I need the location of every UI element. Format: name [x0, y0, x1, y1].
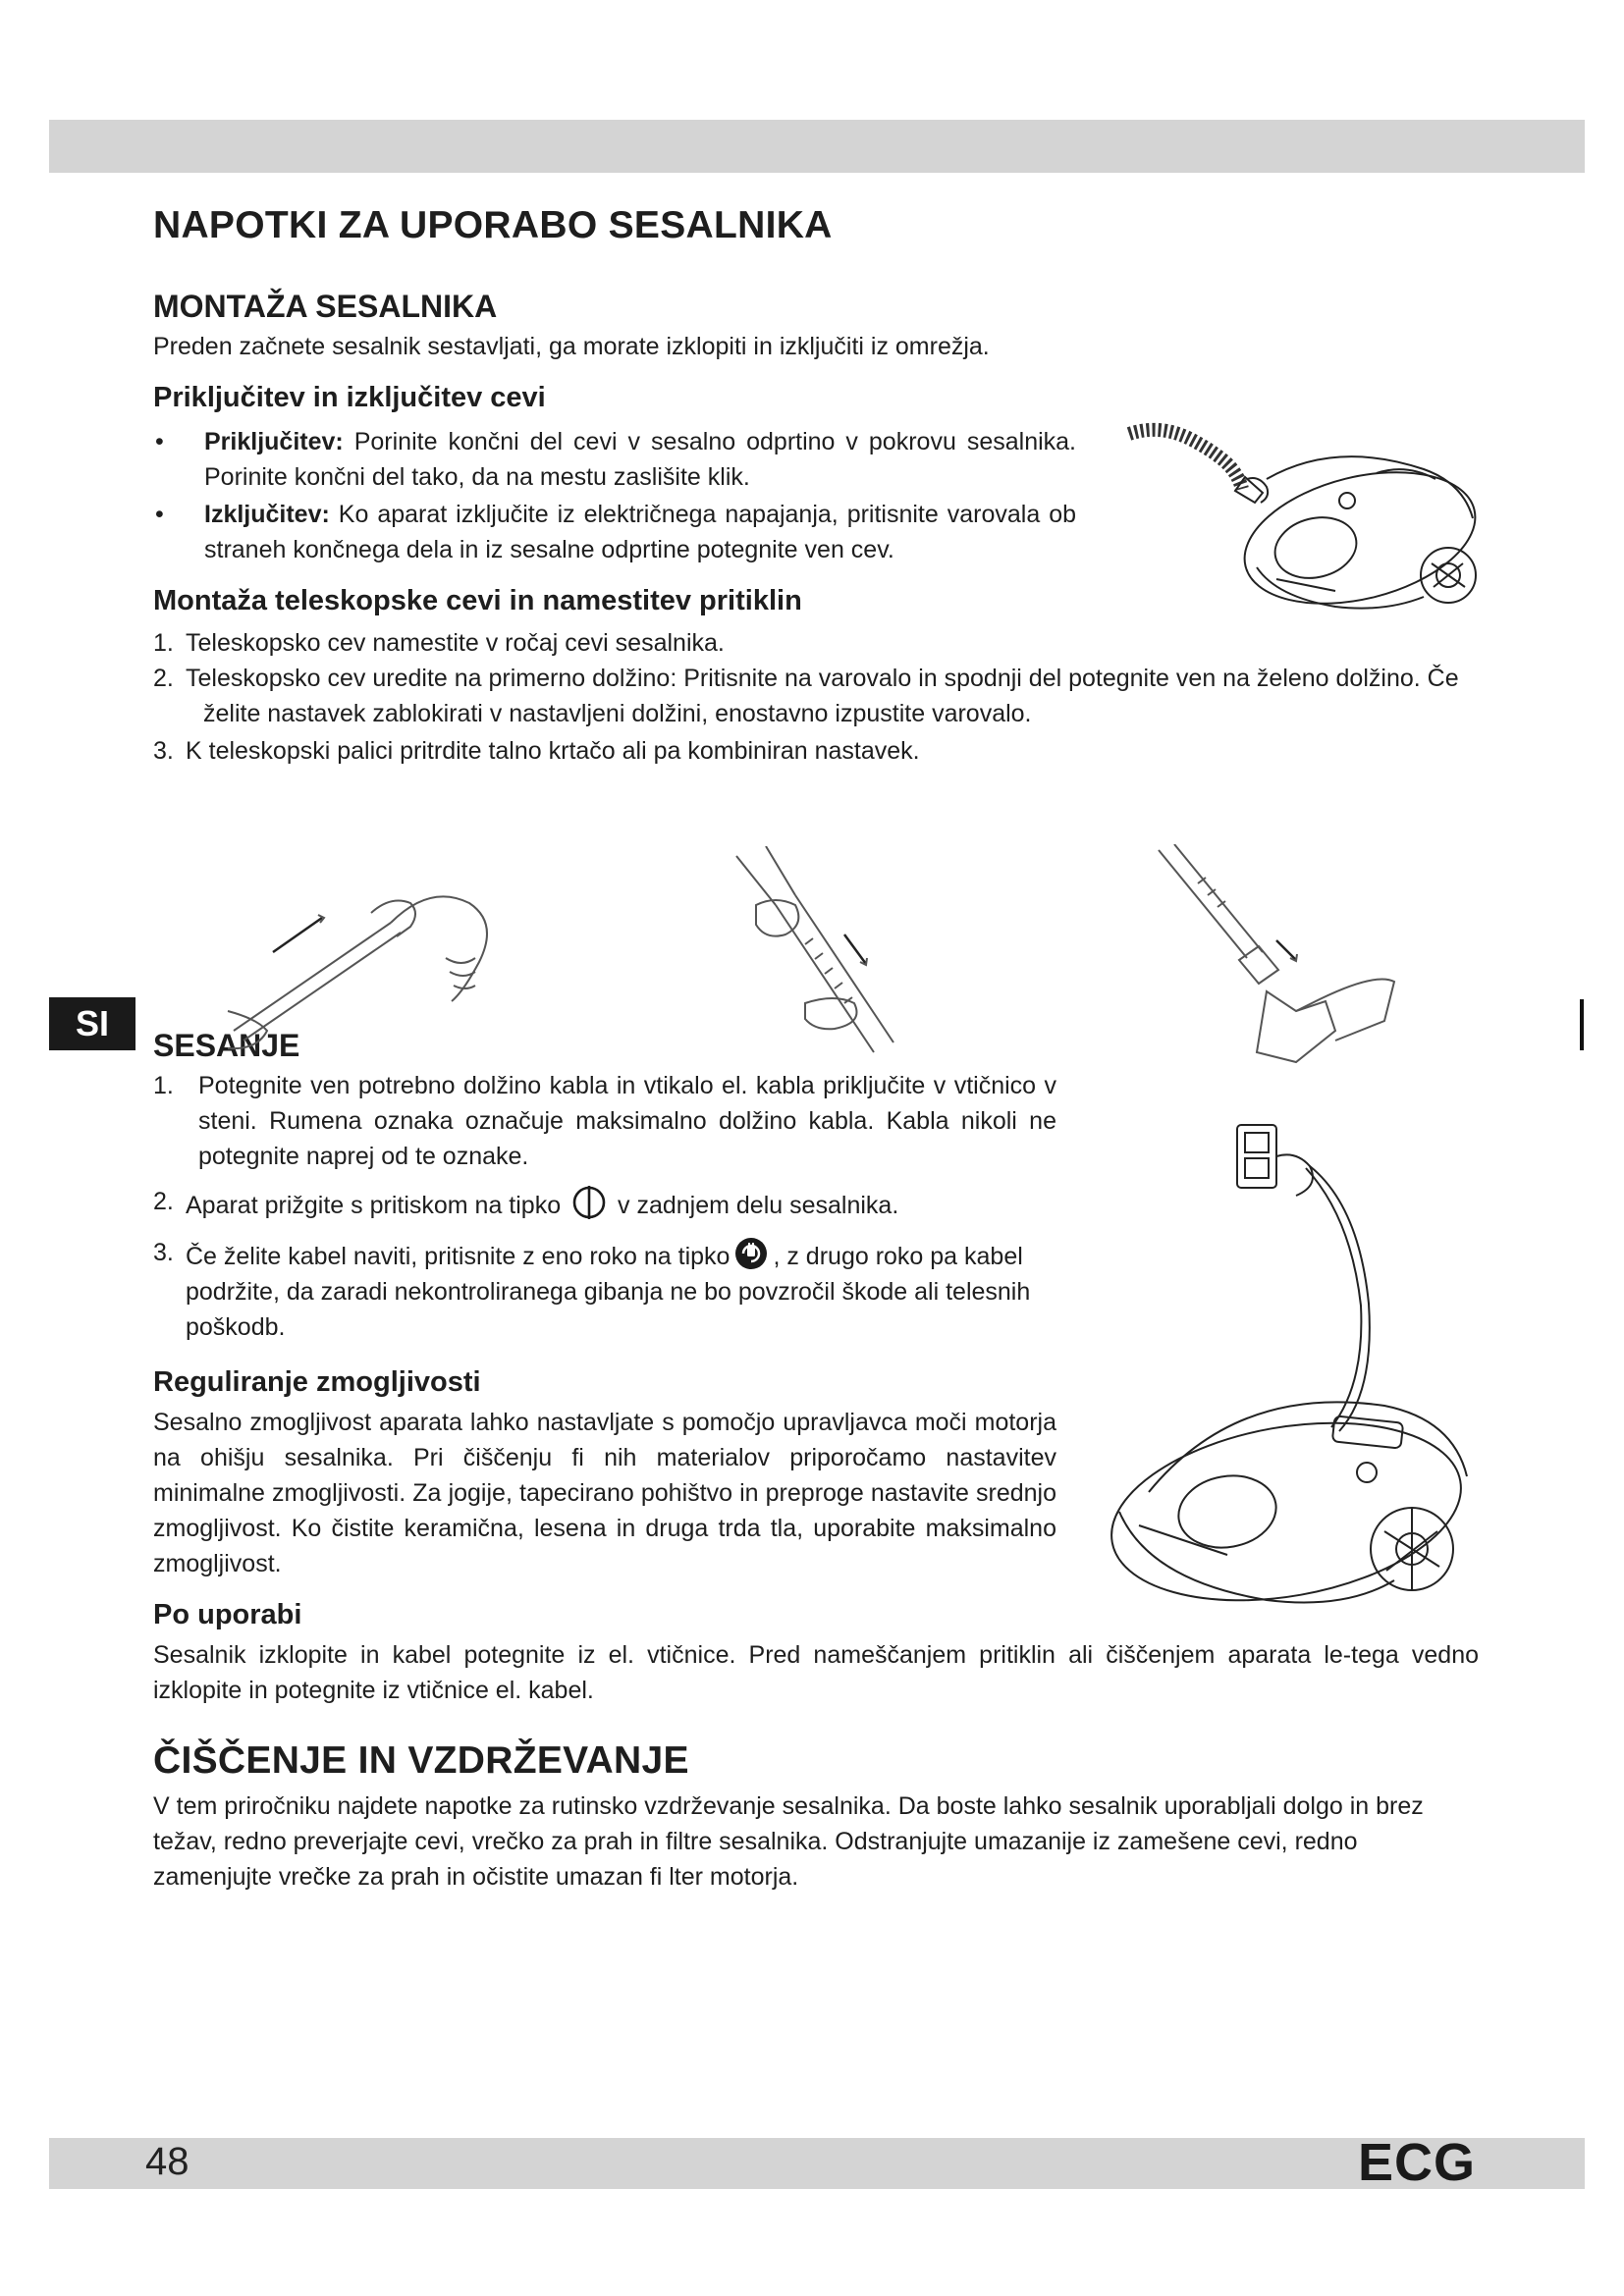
hose-item-text: Porinite končni del cevi v sesalno odprtino v pokrovu sesalnika. Porinite končni del tako, da na mestu zaslišite klik. [204, 428, 1076, 491]
telescopic-item: 3. K teleskopski palici pritrdite talno krtačo ali pa kombiniran nastavek. [153, 737, 920, 765]
cable-socket-illustration [1100, 1109, 1492, 1629]
cleaning-text: V tem priročniku najdete napotke za rutinsko vzdrževanje sesalnika. Da boste lahko sesalnik uporabljali dolgo in brez težav, redno preverjajte cevi, vrečko za prah in filtre sesalnika. Odstranjujte umazanije iz zamešene cevi, redno zamenjujte vrečke za prah in očistite umazan fi lter motorja. [153, 1792, 1424, 1891]
sesanje-item: 3. Če želite kabel naviti, pritisnite z eno roko na tipko , z drugo roko pa kabel podržite, da zaradi nekontroliranega gibanja ne bo povzročil škode ali telesnih poškodb. [153, 1235, 1056, 1345]
telescopic-item: 1. Teleskopsko cev namestite v ročaj cevi sesalnika. [153, 629, 725, 657]
section-heading-cleaning: ČIŠČENJE IN VZDRŽEVANJE [153, 1739, 689, 1782]
floor-nozzle-illustration [1149, 844, 1404, 1070]
sesanje-item: 1. Potegnite ven potrebno dolžino kabla in vtikalo el. kabla priključite v vtičnico v steni. Rumena oznaka označuje maksimalno dolžino kabla. Kabla nikoli ne potegnite naprej od te oznake. [153, 1072, 1056, 1170]
hose-list [153, 424, 1076, 567]
page-number: 48 [145, 2140, 189, 2183]
footer-bar [49, 2138, 1585, 2189]
hose-connection-illustration [1119, 410, 1502, 646]
power-text: Sesalno zmogljivost aparata lahko nastavljate s pomočjo upravljavca moči motorja na ohišju sesalnika. Pri čiščenju fi nih materialov priporočamo nastavitev minimalne zmogljivosti. Za jogije, tapecirano pohištvo in preproge nastavite srednjo zmogljivost. Ko čistite keramična, lesena in druga trda tla, uporabite maksimalno zmogljivost. [153, 1409, 1056, 1577]
header-bar [49, 120, 1585, 173]
language-tab: SI [49, 997, 135, 1050]
hose-item-text: Ko aparat izključite iz električnega napajanja, pritisnite varovala ob straneh končnega dela in iz sesalne odprtine potegnite ven cev. [204, 501, 1076, 563]
telescopic-list [153, 625, 1479, 769]
telescopic-heading: Montaža teleskopske cevi in namestitev pritiklin [153, 585, 802, 616]
page-title: NAPOTKI ZA UPORABO SESALNIKA [153, 204, 833, 246]
section-heading-sesanje: SESANJE [153, 1028, 300, 1063]
cord-rewind-icon [732, 1235, 770, 1272]
hose-heading: Priključitev in izključitev cevi [153, 382, 546, 413]
section-heading-montaza: MONTAŽA SESALNIKA [153, 289, 498, 324]
sesanje-list [153, 1068, 1056, 1345]
power-heading: Reguliranje zmogljivosti [153, 1366, 481, 1398]
tube-length-illustration [717, 846, 943, 1062]
hose-item-connect: • Priključitev: Porinite končni del cevi v sesalno odprtino v pokrovu sesalnika. Porinite končni del tako, da na mestu zaslišite klik. [155, 428, 1076, 491]
sesanje-item: 2. Aparat prižgite s pritiskom na tipko v zadnjem delu sesalnika. [153, 1184, 1056, 1223]
after-text: Sesalnik izklopite in kabel potegnite iz el. vtičnice. Pred nameščanjem pritiklin ali čiščenjem aparata le-tega vedno izklopite in potegnite iz vtičnice el. kabel. [153, 1641, 1479, 1704]
edge-marker [1580, 999, 1584, 1050]
telescopic-item: 2. Teleskopsko cev uredite na primerno dolžino: Pritisnite na varovalo in spodnji del potegnite ven na želeno dolžino. Če želite nastavek zablokirati v nastavljeni dolžini, enostavno izpustite varovalo. [153, 665, 1459, 727]
after-heading: Po uporabi [153, 1599, 302, 1630]
handle-insert-illustration [214, 864, 538, 1060]
hose-item-label: Priključitev: [204, 428, 344, 455]
hose-item-label: Izključitev: [204, 501, 330, 528]
brand-logo: ECG [1358, 2133, 1477, 2192]
hose-item-disconnect: • Izključitev: Ko aparat izključite iz električnega napajanja, pritisnite varovala ob straneh končnega dela in iz sesalne odprtine potegnite ven cev. [155, 501, 1076, 563]
power-button-icon [570, 1184, 608, 1221]
montaza-intro: Preden začnete sesalnik sestavljati, ga morate izklopiti in izključiti iz omrežja. [153, 333, 990, 360]
